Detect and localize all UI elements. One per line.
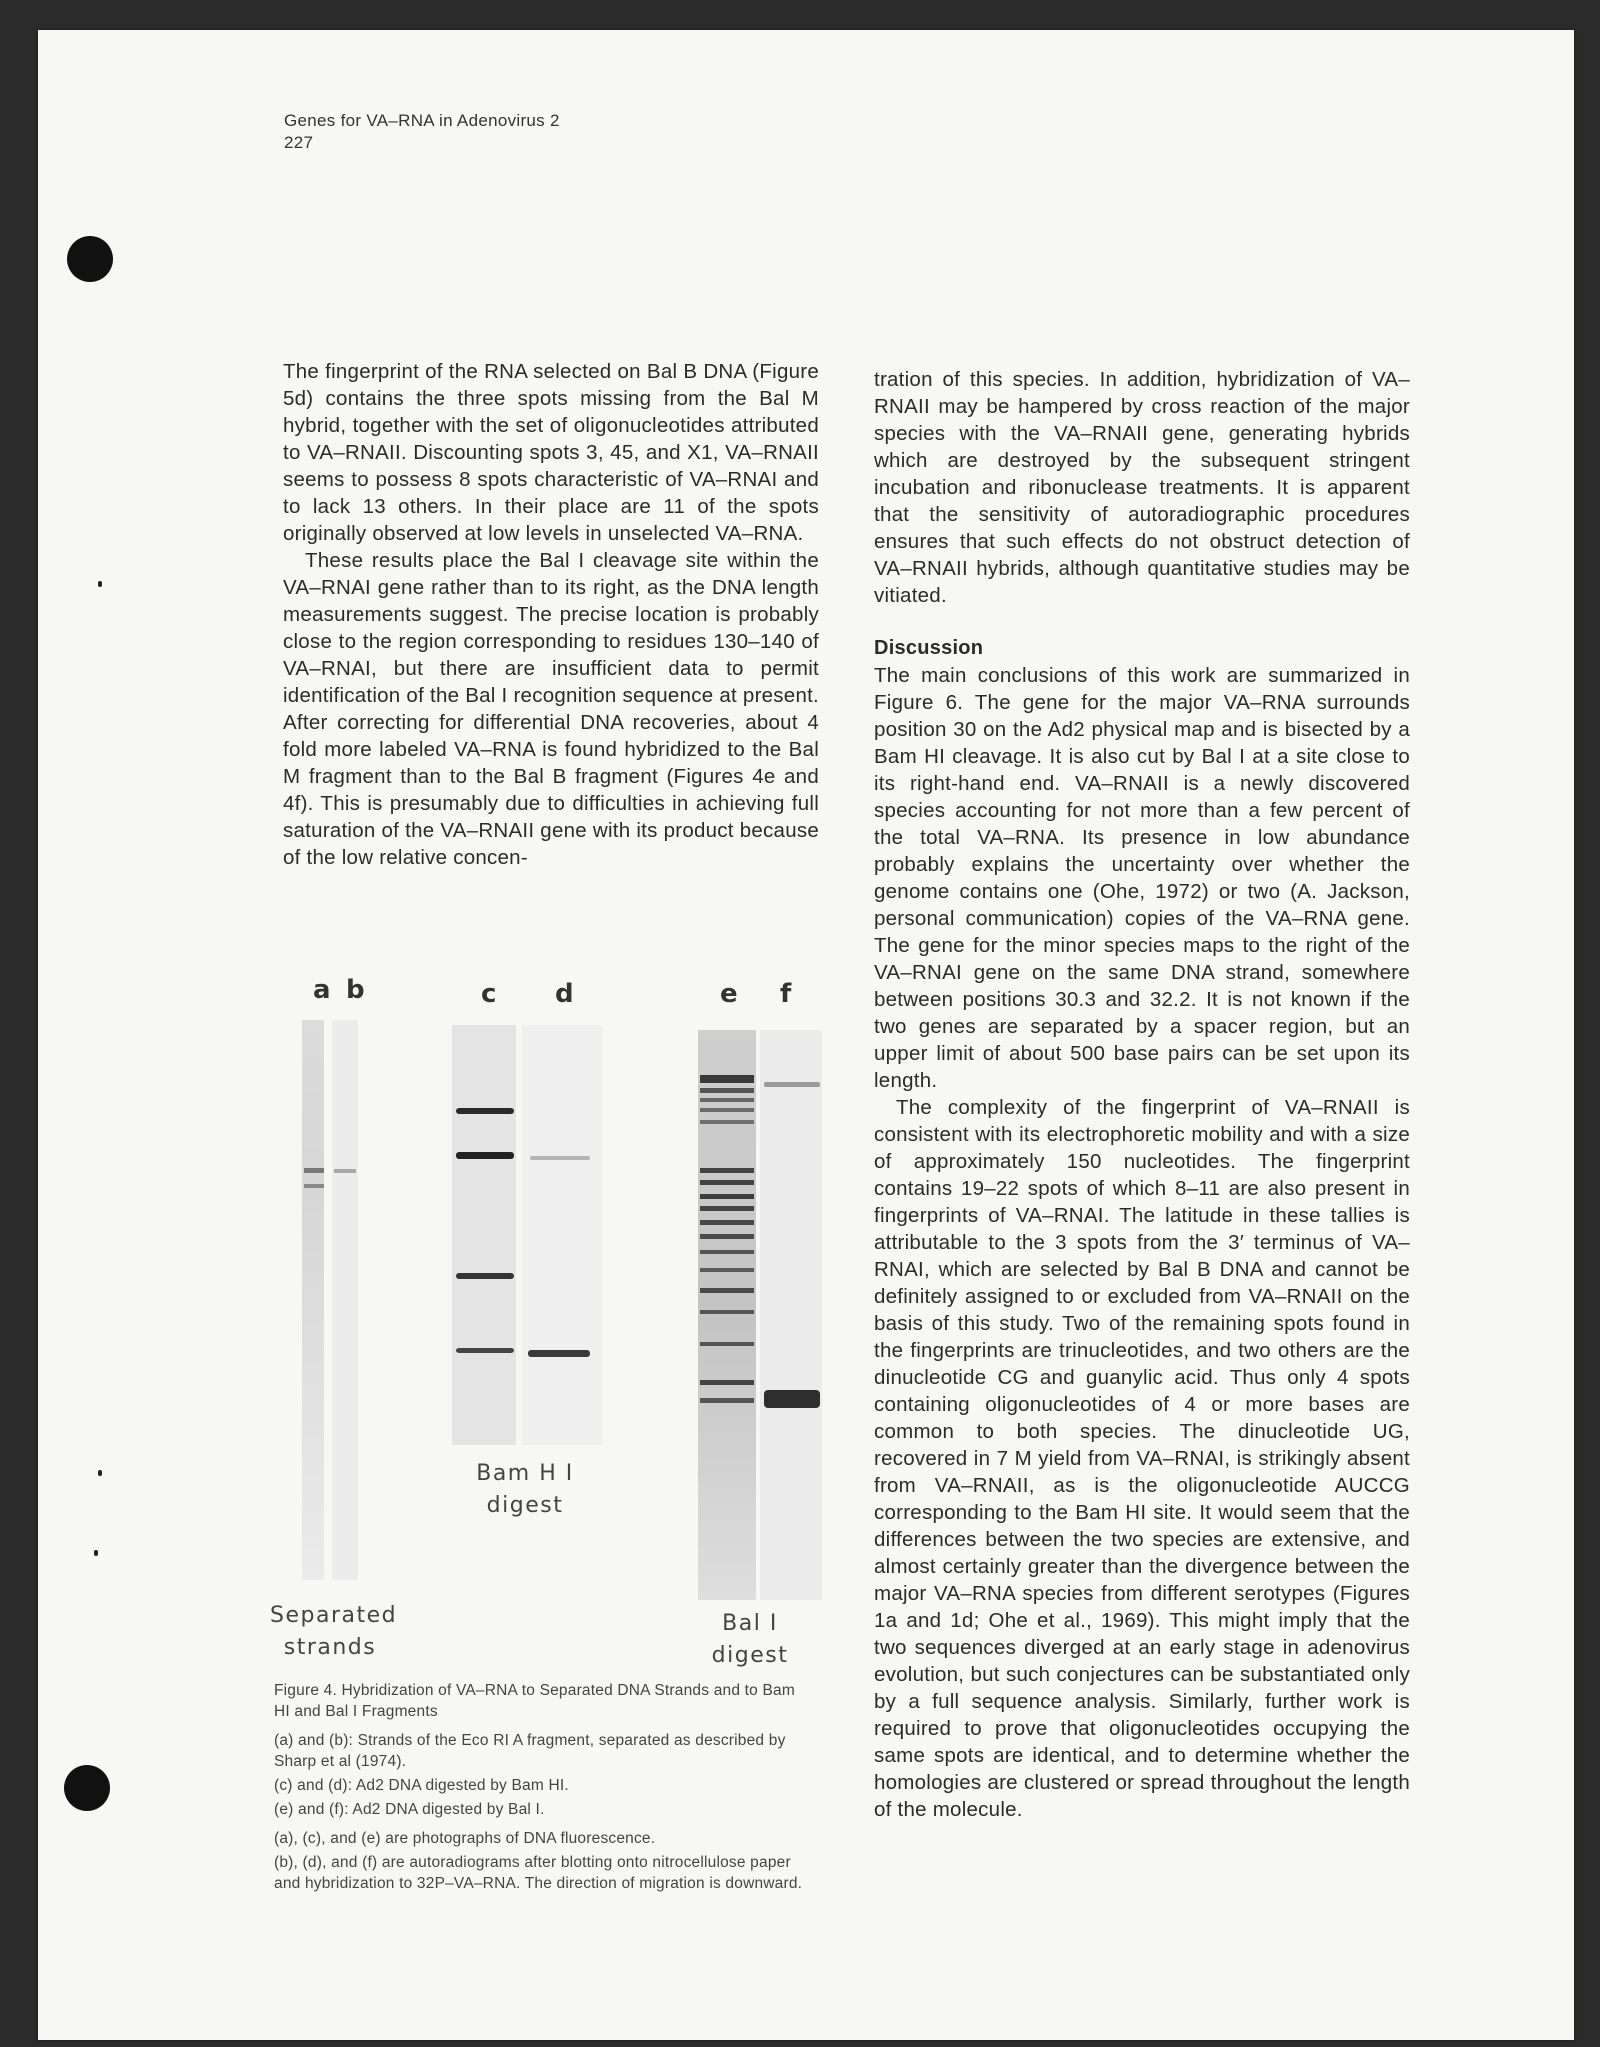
- lane-a: [302, 1020, 324, 1580]
- band-c3: [456, 1273, 514, 1279]
- band-e16: [700, 1342, 754, 1346]
- lane-label-d: d: [555, 979, 574, 1009]
- caption-ab: (a) and (b): Strands of the Eco RI A fragment, separated as described by Sharp et al (1974).: [274, 1732, 786, 1770]
- lane-label-b: b: [346, 975, 365, 1005]
- bamhi-digest-label: Bam H I digest: [476, 1461, 574, 1518]
- lane-label-f: f: [780, 979, 792, 1009]
- separated-strands-label: Separated strands: [270, 1603, 398, 1660]
- left-paragraph-2: These results place the Bal I cleavage site within the VA–RNAI gene rather than to its right, as the DNA length measurements suggest. The precise location is probably close to the region corresponding to residues 130–140 of VA–RNAI, but there are insufficient data to permit identification of the Bal I recognition sequence at present. After correcting for differential DNA recoveries, about 4 fold more labeled VA–RNA is found hybridized to the Bal M fragment than to the Bal B fragment (Figures 4e and 4f). This is presumably due to difficulties in achieving full saturation of the VA–RNAII gene with its product because of the low relative concen-: [283, 549, 819, 869]
- band-d2: [528, 1350, 590, 1357]
- left-paragraph-1: The fingerprint of the RNA selected on Bal B DNA (Figure 5d) contains the three spots missing from the Bal M hybrid, together with the set of oligonucleotides attributed to VA–RNAII. Discounting spots 3, 45, and X1, VA–RNAII seems to possess 8 spots characteristic of VA–RNAI and to lack 13 others. In their place are 11 of the spots originally observed at low levels in unselected VA–RNA.: [283, 360, 819, 545]
- caption-cd: (c) and (d): Ad2 DNA digested by Bam HI.: [274, 1777, 569, 1794]
- lane-b: [332, 1020, 358, 1580]
- band-f2: [764, 1390, 820, 1408]
- band-e1: [700, 1075, 754, 1083]
- caption-photo: (a), (c), and (e) are photographs of DNA fluorescence.: [274, 1830, 656, 1847]
- band-e17: [700, 1380, 754, 1385]
- caption-auto: (b), (d), and (f) are autoradiograms after blotting onto nitrocellulose paper and hybridization to 32P–VA–RNA. The direction of migration is downward.: [274, 1854, 803, 1892]
- band-e11: [700, 1234, 754, 1239]
- lane-d: [522, 1025, 602, 1445]
- left-column: [283, 358, 819, 871]
- running-header: [284, 110, 560, 154]
- page-number: 227: [284, 133, 314, 152]
- margin-mark: [94, 1550, 98, 1556]
- right-column: [874, 366, 1410, 1823]
- band-c1: [456, 1108, 514, 1114]
- band-e14: [700, 1288, 754, 1293]
- lane-label-e: e: [720, 979, 738, 1009]
- band-e5: [700, 1120, 754, 1124]
- band-e3: [700, 1098, 754, 1102]
- caption-ef: (e) and (f): Ad2 DNA digested by Bal I.: [274, 1801, 545, 1818]
- band-c4: [456, 1348, 514, 1353]
- discussion-paragraph-1: The main conclusions of this work are summarized in Figure 6. The gene for the major VA–RNA surrounds position 30 on the Ad2 physical map and is bisected by a Bam HI cleavage. It is also cut by Bal I at a site close to its right-hand end. VA–RNAII is a newly discovered species accounting for not more than a few percent of the total VA–RNA. Its presence in low abundance probably explains the uncertainty over whether the genome contains one (Ohe, 1972) or two (A. Jackson, personal communication) copies of the VA–RNA gene. The gene for the minor species maps to the right of the VA–RNAI gene on the same DNA strand, somewhere between positions 30.3 and 32.2. It is not known if the two genes are separated by a spacer region, but an upper limit of about 500 base pairs can be set upon its length.: [874, 664, 1410, 1092]
- band-d1: [530, 1156, 590, 1160]
- right-paragraph-1: tration of this species. In addition, hybridization of VA–RNAII may be hampered by cross reaction of the major species with the VA–RNAII gene, generating hybrids which are destroyed by the subsequent stringent incubation and ribonuclease treatments. It is apparent that the sensitivity of autoradiographic procedures ensures that such effects do not obstruct detection of VA–RNAII hybrids, although quantitative studies may be vitiated.: [874, 368, 1410, 607]
- running-title: Genes for VA–RNA in Adenovirus 2: [284, 111, 560, 130]
- discussion-heading: Discussion: [874, 637, 984, 659]
- band-e2: [700, 1088, 754, 1093]
- band-a1: [304, 1168, 324, 1173]
- band-e10: [700, 1220, 754, 1225]
- punch-hole-top: [67, 236, 113, 282]
- lane-c: [452, 1025, 516, 1445]
- lane-e: [698, 1030, 756, 1600]
- band-e13: [700, 1268, 754, 1272]
- band-e9: [700, 1206, 754, 1211]
- figure-caption: [274, 1680, 814, 1897]
- lane-label-c: c: [481, 979, 497, 1009]
- band-f1: [764, 1082, 820, 1087]
- margin-mark: [98, 581, 102, 587]
- band-e6: [700, 1168, 754, 1173]
- band-b1: [334, 1169, 356, 1173]
- bali-digest-label: Bal I digest: [711, 1611, 789, 1668]
- band-a2: [304, 1184, 324, 1188]
- lane-label-a: a: [313, 975, 331, 1005]
- punch-hole-bottom: [64, 1765, 110, 1811]
- margin-mark: [98, 1470, 102, 1476]
- band-e4: [700, 1108, 754, 1112]
- band-e12: [700, 1250, 754, 1254]
- band-e18: [700, 1398, 754, 1403]
- discussion-paragraph-2: The complexity of the fingerprint of VA–RNAII is consistent with its electrophoretic mobility and with a size of approximately 150 nucleotides. The fingerprint contains 19–22 spots of which 8–11 are also present in fingerprints of VA–RNAI. The latitude in these tallies is attributable to the 3 spots from the 3′ terminus of VA–RNAI, which are selected by Bal B DNA and cannot be definitely assigned to or excluded from VA–RNAII on the basis of this study. Two of the remaining spots found in the fingerprints are trinucleotides, and two others are the dinucleotide CG and guanylic acid. Thus only 4 spots containing oligonucleotides of 4 or more bases are common to both species. The dinucleotide UG, recovered in 7 M yield from VA–RNAI, is strikingly absent from VA–RNAII, as is the oligonucleotide AUCCG corresponding to the Bam HI site. It would seem that the differences between the two species are extensive, and almost certainly greater than the divergence between the major VA–RNA species from different serotypes (Figures 1a and 1d; Ohe et al., 1969). This might imply that the two sequences diverged at an early stage in adenovirus evolution, but such conjectures can be substantiated only by a full sequence analysis. Similarly, further work is required to prove that oligonucleotides occupying the same spots are identical, and to determine whether the homologies are clustered or spread throughout the length of the molecule.: [874, 1096, 1410, 1821]
- caption-title: Figure 4. Hybridization of VA–RNA to Separated DNA Strands and to Bam HI and Bal I Fragments: [274, 1682, 795, 1720]
- gel-figure: [270, 970, 830, 1670]
- band-e7: [700, 1180, 754, 1185]
- band-c2: [456, 1152, 514, 1159]
- band-e8: [700, 1194, 754, 1199]
- lane-f: [760, 1030, 822, 1600]
- band-e15: [700, 1310, 754, 1314]
